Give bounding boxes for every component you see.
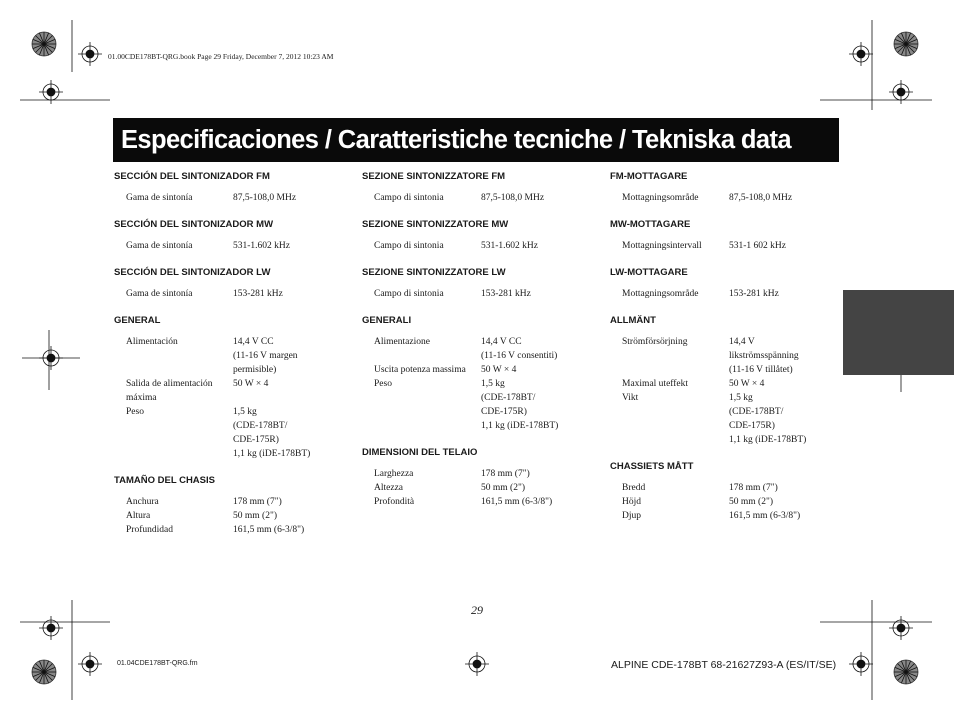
- spec-value: [729, 335, 850, 377]
- spec-value-line: 87,5-108,0 MHz: [481, 193, 545, 203]
- spec-label: [114, 239, 233, 253]
- spec-label: [114, 287, 233, 301]
- spec-value-line: 87,5-108,0 MHz: [729, 193, 793, 203]
- spec-value: [481, 239, 602, 253]
- spec-row: [114, 287, 354, 301]
- spec-value-line: 50 W × 4: [233, 379, 269, 389]
- spec-row: [610, 191, 850, 205]
- spec-label: [362, 377, 481, 433]
- spec-label-line: Maximal uteffekt: [622, 379, 689, 389]
- spec-label: [114, 495, 233, 509]
- spec-row: [114, 239, 354, 253]
- spec-value: [729, 509, 850, 523]
- spec-label-line: máxima: [126, 393, 157, 403]
- section-title: GENERALI: [362, 315, 412, 326]
- spec-row: [362, 377, 602, 433]
- spec-section: [362, 446, 602, 509]
- spec-row: [114, 509, 354, 523]
- side-tab: [843, 290, 954, 375]
- spec-label-line: Larghezza: [374, 469, 414, 479]
- section-title: DIMENSIONI DEL TELAIO: [362, 447, 478, 458]
- spec-value-line: (11-16 V margen: [233, 351, 298, 361]
- spec-value-line: 50 mm (2"): [233, 511, 277, 521]
- spec-label: [362, 239, 481, 253]
- spec-value: [233, 287, 354, 301]
- spec-label: [362, 363, 481, 377]
- spec-value-line: 1,5 kg: [481, 379, 505, 389]
- spec-value-line: CDE-175R): [729, 421, 775, 431]
- section-title: SECCIÓN DEL SINTONIZADOR LW: [114, 267, 271, 278]
- spec-label-line: Peso: [374, 379, 392, 389]
- spec-value: [481, 467, 602, 481]
- spec-label-line: Alimentazione: [374, 337, 430, 347]
- spec-label-line: Djup: [622, 511, 641, 521]
- spec-value: [481, 481, 602, 495]
- spec-value-line: 531-1 602 kHz: [729, 241, 786, 251]
- spec-label-line: Altura: [126, 511, 151, 521]
- spec-label: [610, 495, 729, 509]
- spec-label-line: Salida de alimentación: [126, 379, 213, 389]
- spec-value-line: (CDE-178BT/: [233, 421, 288, 431]
- spec-label: [114, 191, 233, 205]
- spec-section: [610, 266, 850, 301]
- spec-value: [233, 509, 354, 523]
- spec-label: [114, 509, 233, 523]
- spec-value-line: 531-1.602 kHz: [233, 241, 290, 251]
- spec-label-line: Profundidad: [126, 525, 173, 535]
- section-title: SEZIONE SINTONIZZATORE MW: [362, 219, 509, 230]
- title-bar: [113, 118, 839, 162]
- spec-value-line: 1,5 kg: [233, 407, 257, 417]
- spec-label: [114, 377, 233, 405]
- spec-value: [233, 523, 354, 537]
- spec-row: [610, 495, 850, 509]
- spec-row: [362, 363, 602, 377]
- spec-value: [233, 377, 354, 405]
- spec-value-line: likströmsspänning: [729, 351, 799, 361]
- section-title: ALLMÄNT: [610, 315, 656, 326]
- spec-row: [362, 481, 602, 495]
- spec-label: [362, 287, 481, 301]
- spec-label: [610, 191, 729, 205]
- spec-section: [114, 266, 354, 301]
- column-spanish: [114, 170, 354, 537]
- spec-label: [362, 191, 481, 205]
- spec-value-line: 1,1 kg (iDE-178BT): [481, 421, 559, 431]
- spec-value-line: 178 mm (7"): [729, 483, 778, 493]
- spec-label-line: Gama de sintonía: [126, 241, 193, 251]
- spec-label: [362, 467, 481, 481]
- spec-value-line: (CDE-178BT/: [729, 407, 784, 417]
- spec-value: [233, 239, 354, 253]
- spec-value-line: 50 W × 4: [481, 365, 517, 375]
- spec-value-line: permisible): [233, 365, 277, 375]
- section-title: SECCIÓN DEL SINTONIZADOR MW: [114, 219, 274, 230]
- spec-value-line: 50 mm (2"): [729, 497, 773, 507]
- spec-value: [481, 377, 602, 433]
- spec-label-line: Campo di sintonia: [374, 241, 444, 251]
- spec-label-line: Alimentación: [126, 337, 178, 347]
- spec-section: [610, 218, 850, 253]
- spec-value-line: 1,5 kg: [729, 393, 753, 403]
- spec-row: [362, 495, 602, 509]
- spec-label-line: Mottagningsområde: [622, 193, 699, 203]
- spec-label: [610, 377, 729, 391]
- spec-value-line: (CDE-178BT/: [481, 393, 536, 403]
- spec-row: [610, 509, 850, 523]
- spec-label-line: Campo di sintonia: [374, 193, 444, 203]
- spec-label: [610, 481, 729, 495]
- spec-row: [610, 335, 850, 377]
- section-title: SECCIÓN DEL SINTONIZADOR FM: [114, 171, 270, 182]
- section-title: GENERAL: [114, 315, 161, 326]
- spec-label: [114, 335, 233, 377]
- spec-label-line: Gama de sintonía: [126, 193, 193, 203]
- spec-section: [362, 170, 602, 205]
- spec-label-line: Uscita potenza massima: [374, 365, 466, 375]
- spec-section: [114, 474, 354, 537]
- section-title: MW-MOTTAGARE: [610, 219, 691, 230]
- spec-section: [362, 314, 602, 433]
- spec-label-line: Höjd: [622, 497, 641, 507]
- spec-row: [610, 287, 850, 301]
- spec-row: [114, 191, 354, 205]
- spec-label-line: Mottagningsintervall: [622, 241, 702, 251]
- spec-value-line: 87,5-108,0 MHz: [233, 193, 297, 203]
- spec-value-line: 531-1.602 kHz: [481, 241, 538, 251]
- spec-section: [610, 170, 850, 205]
- spec-value: [729, 481, 850, 495]
- spec-value: [481, 363, 602, 377]
- spec-label-line: Anchura: [126, 497, 159, 507]
- spec-value-line: 1,1 kg (iDE-178BT): [729, 435, 807, 445]
- spec-label: [610, 287, 729, 301]
- spec-label-line: Peso: [126, 407, 144, 417]
- spec-section: [610, 460, 850, 523]
- spec-label: [114, 523, 233, 537]
- spec-section: [362, 218, 602, 253]
- spec-label: [114, 405, 233, 461]
- spec-label-line: Strömförsörjning: [622, 337, 688, 347]
- section-title: SEZIONE SINTONIZZATORE FM: [362, 171, 506, 182]
- column-italian: [362, 170, 602, 509]
- spec-value: [233, 495, 354, 509]
- spec-value-line: CDE-175R): [233, 435, 279, 445]
- spec-row: [114, 335, 354, 377]
- section-title: CHASSIETS MÅTT: [610, 461, 694, 472]
- spec-label-line: Campo di sintonia: [374, 289, 444, 299]
- spec-label: [610, 391, 729, 447]
- spec-value: [729, 191, 850, 205]
- spec-row: [362, 467, 602, 481]
- spec-value-line: 1,1 kg (iDE-178BT): [233, 449, 311, 459]
- spec-value-line: 153-281 kHz: [481, 289, 531, 299]
- spec-section: [114, 218, 354, 253]
- spec-value-line: 50 W × 4: [729, 379, 765, 389]
- spec-label-line: Bredd: [622, 483, 646, 493]
- page-title: Especificaciones / Caratteristiche tecniche / Tekniska data: [121, 125, 791, 154]
- spec-value: [481, 495, 602, 509]
- spec-label-line: Altezza: [374, 483, 404, 493]
- spec-row: [362, 239, 602, 253]
- spec-value-line: 161,5 mm (6-3/8"): [729, 511, 801, 521]
- spec-row: [610, 377, 850, 391]
- spec-value-line: 153-281 kHz: [729, 289, 779, 299]
- spec-label: [362, 335, 481, 363]
- page-number: 29: [471, 603, 483, 617]
- footer-model-code: ALPINE CDE-178BT 68-21627Z93-A (ES/IT/SE): [611, 659, 837, 671]
- spec-value-line: 14,4 V CC: [233, 337, 274, 347]
- spec-row: [610, 481, 850, 495]
- spec-value-line: 153-281 kHz: [233, 289, 283, 299]
- spec-section: [114, 170, 354, 205]
- spec-value-line: 14,4 V CC: [481, 337, 522, 347]
- spec-value: [481, 287, 602, 301]
- spec-value-line: 178 mm (7"): [233, 497, 282, 507]
- spec-value-line: 178 mm (7"): [481, 469, 530, 479]
- spec-label: [610, 239, 729, 253]
- section-title: TAMAÑO DEL CHASIS: [114, 475, 215, 486]
- spec-value-line: 14,4 V: [729, 337, 755, 347]
- spec-value-line: (11-16 V tillåtet): [729, 365, 793, 375]
- spec-value: [729, 391, 850, 447]
- section-title: SEZIONE SINTONIZZATORE LW: [362, 267, 506, 278]
- spec-row: [362, 335, 602, 363]
- spec-value: [233, 335, 354, 377]
- spec-value-line: 161,5 mm (6-3/8"): [233, 525, 305, 535]
- section-title: LW-MOTTAGARE: [610, 267, 688, 278]
- spec-value: [481, 191, 602, 205]
- spec-value-line: (11-16 V consentiti): [481, 351, 558, 361]
- spec-row: [114, 377, 354, 405]
- footer-file-name: 01.04CDE178BT-QRG.fm: [117, 660, 198, 667]
- spec-value: [729, 287, 850, 301]
- column-swedish: [610, 170, 850, 523]
- spec-value: [729, 377, 850, 391]
- spec-label-line: Mottagningsområde: [622, 289, 699, 299]
- spec-section: [362, 266, 602, 301]
- spec-row: [362, 287, 602, 301]
- spec-row: [362, 191, 602, 205]
- spec-label-line: Vikt: [622, 393, 639, 403]
- spec-label-line: Profondità: [374, 497, 415, 507]
- spec-value-line: CDE-175R): [481, 407, 527, 417]
- spec-row: [114, 523, 354, 537]
- spec-value: [729, 495, 850, 509]
- spec-label: [610, 335, 729, 377]
- file-info-header: 01.00CDE178BT-QRG.book Page 29 Friday, December 7, 2012 10:23 AM: [108, 52, 334, 61]
- spec-value: [729, 239, 850, 253]
- spec-section: [114, 314, 354, 461]
- spec-row: [610, 239, 850, 253]
- section-title: FM-MOTTAGARE: [610, 171, 688, 182]
- spec-label: [610, 509, 729, 523]
- spec-row: [610, 391, 850, 447]
- spec-label: [362, 481, 481, 495]
- spec-value: [233, 405, 354, 461]
- spec-label-line: Gama de sintonía: [126, 289, 193, 299]
- spec-label: [362, 495, 481, 509]
- spec-row: [114, 405, 354, 461]
- spec-value: [481, 335, 602, 363]
- spec-value: [233, 191, 354, 205]
- spec-value-line: 161,5 mm (6-3/8"): [481, 497, 553, 507]
- spec-value-line: 50 mm (2"): [481, 483, 525, 493]
- spec-row: [114, 495, 354, 509]
- spec-section: [610, 314, 850, 447]
